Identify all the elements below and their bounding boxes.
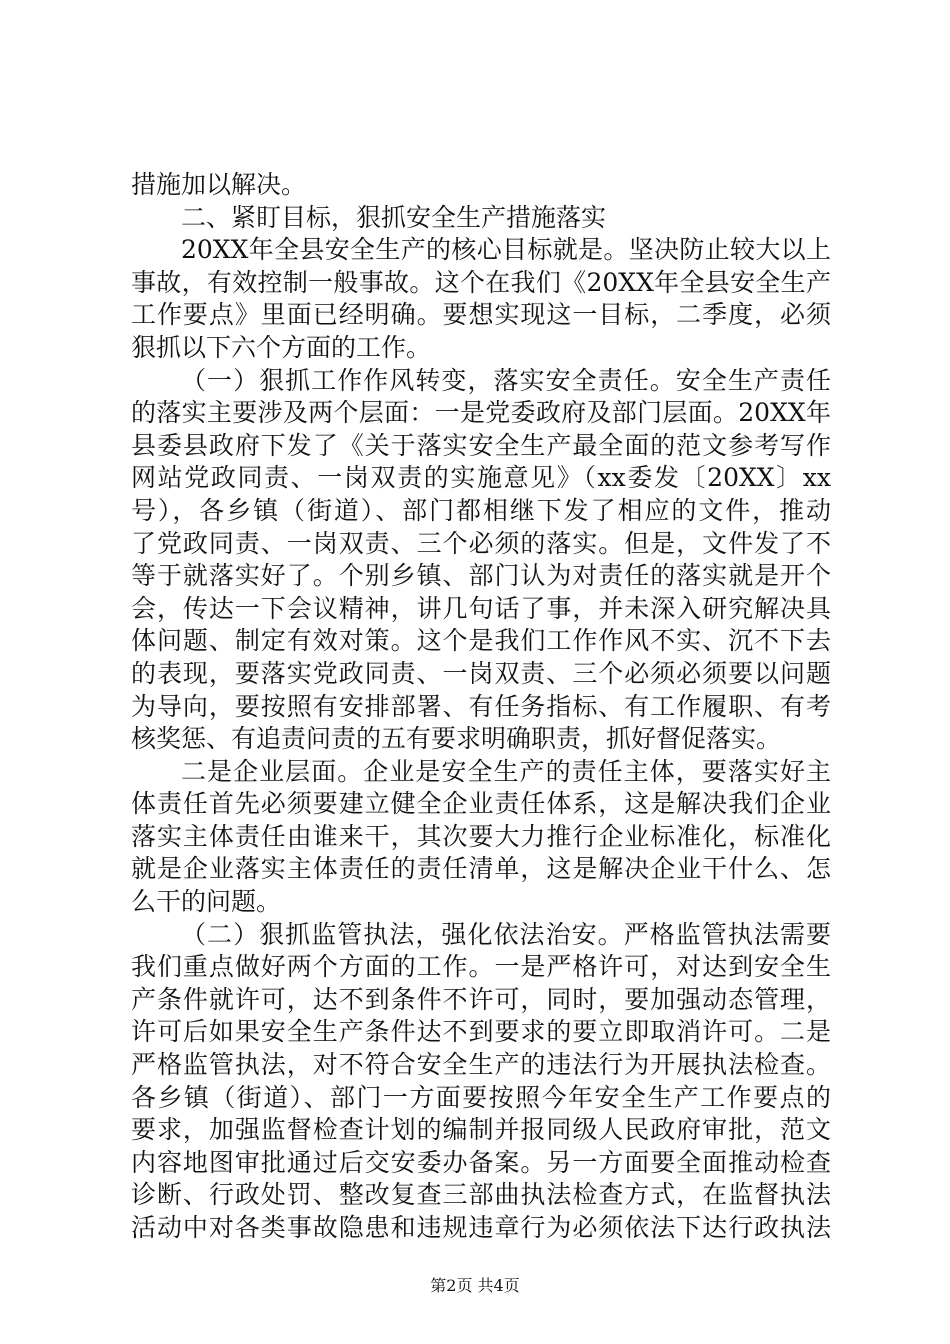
text-line: 的表现，要落实党政同责、一岗双责、三个必须必须要以问题 xyxy=(131,658,831,688)
text-line: 狠抓以下六个方面的工作。 xyxy=(131,332,432,362)
text-line: 事故，有效控制一般事故。这个在我们《20XX年全县安全生产 xyxy=(131,267,831,297)
text-line: （一）狠抓工作作风转变，落实安全责任。安全生产责任 xyxy=(181,365,831,395)
text-line: 网站党政同责、一岗双责的实施意见》（xx委发〔20XX〕xx xyxy=(131,463,831,493)
text-line: 体责任首先必须要建立健全企业责任体系，这是解决我们企业 xyxy=(131,789,831,819)
text-line: 了党政同责、一岗双责、三个必须的落实。但是，文件发了不 xyxy=(131,528,831,558)
text-line: 为导向，要按照有安排部署、有任务指标、有工作履职、有考 xyxy=(131,691,831,721)
text-line: 的落实主要涉及两个层面：一是党委政府及部门层面。20XX年 xyxy=(131,398,831,428)
text-line: 号），各乡镇（街道）、部门都相继下发了相应的文件，推动 xyxy=(131,495,831,525)
text-line: 县委县政府下发了《关于落实安全生产最全面的范文参考写作 xyxy=(131,430,831,460)
text-line: 各乡镇（街道）、部门一方面要按照今年安全生产工作要点的 xyxy=(131,1082,831,1112)
text-line: 会，传达一下会议精神，讲几句话了事，并未深入研究解决具 xyxy=(131,593,831,623)
text-line: 诊断、行政处罚、整改复查三部曲执法检查方式，在监督执法 xyxy=(131,1180,831,1210)
text-line: 工作要点》里面已经明确。要想实现这一目标，二季度，必须 xyxy=(131,300,831,330)
text-line: 二、紧盯目标，狠抓安全生产措施落实 xyxy=(181,202,607,232)
text-line: 产条件就许可，达不到条件不许可，同时，要加强动态管理， xyxy=(131,984,831,1014)
text-line: 就是企业落实主体责任的责任清单，这是解决企业干什么、怎 xyxy=(131,854,831,884)
text-line: 20XX年全县安全生产的核心目标就是。坚决防止较大以上 xyxy=(181,235,831,265)
text-line: 内容地图审批通过后交安委办备案。另一方面要全面推动检查 xyxy=(131,1147,831,1177)
text-line: 严格监管执法，对不符合安全生产的违法行为开展执法检查。 xyxy=(131,1050,831,1080)
text-line: （二）狠抓监管执法，强化依法治安。严格监管执法需要 xyxy=(181,919,831,949)
text-line: 许可后如果安全生产条件达不到要求的要立即取消许可。二是 xyxy=(131,1017,831,1047)
text-line: 二是企业层面。企业是安全生产的责任主体，要落实好主 xyxy=(181,756,831,786)
text-line: 措施加以解决。 xyxy=(131,170,307,199)
text-line: 核奖惩、有追责问责的五有要求明确职责，抓好督促落实。 xyxy=(131,724,782,754)
page-footer: 第2页 共4页 xyxy=(430,1276,520,1295)
text-line: 体问题、制定有效对策。这个是我们工作作风不实、沉不下去 xyxy=(131,626,831,656)
document-body xyxy=(131,169,831,1245)
text-line: 要求，加强监督检查计划的编制并报同级人民政府审批，范文 xyxy=(131,1115,831,1145)
text-line: 我们重点做好两个方面的工作。一是严格许可，对达到安全生 xyxy=(131,952,831,982)
text-line: 活动中对各类事故隐患和违规违章行为必须依法下达行政执法 xyxy=(131,1213,831,1242)
text-line: 么干的问题。 xyxy=(131,887,282,917)
text-line: 等于就落实好了。个别乡镇、部门认为对责任的落实就是开个 xyxy=(131,561,831,591)
text-line: 落实主体责任由谁来干，其次要大力推行企业标准化，标准化 xyxy=(131,821,831,851)
